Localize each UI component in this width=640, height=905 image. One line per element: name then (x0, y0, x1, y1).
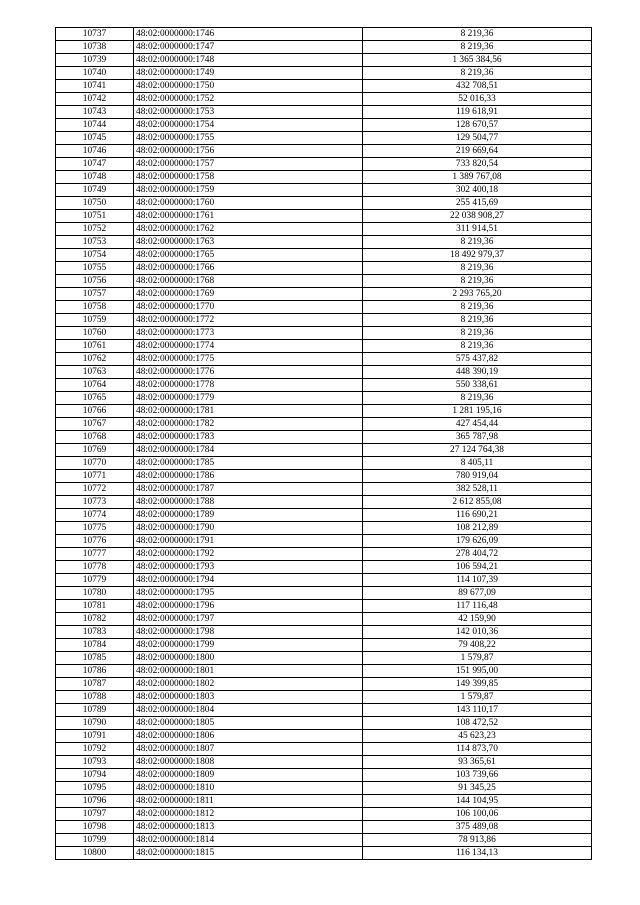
cadastral-number-cell: 48:02:0000000:1804 (134, 704, 363, 717)
row-number-cell: 10770 (56, 457, 134, 470)
cadastral-value-cell: 8 405,11 (363, 457, 592, 470)
table-row (56, 782, 592, 795)
row-number-cell: 10791 (56, 730, 134, 743)
table-row (56, 613, 592, 626)
cadastral-number-cell: 48:02:0000000:1793 (134, 561, 363, 574)
cadastral-value-cell: 117 116,48 (363, 600, 592, 613)
table-row (56, 314, 592, 327)
row-number-cell: 10792 (56, 743, 134, 756)
table-row (56, 392, 592, 405)
cadastral-value-cell: 311 914,51 (363, 223, 592, 236)
row-number-cell: 10777 (56, 548, 134, 561)
cadastral-value-cell: 18 492 979,37 (363, 249, 592, 262)
row-number-cell: 10750 (56, 197, 134, 210)
cadastral-number-cell: 48:02:0000000:1753 (134, 106, 363, 119)
cadastral-number-cell: 48:02:0000000:1808 (134, 756, 363, 769)
cadastral-number-cell: 48:02:0000000:1755 (134, 132, 363, 145)
table-row (56, 54, 592, 67)
table-row (56, 717, 592, 730)
cadastral-number-cell: 48:02:0000000:1785 (134, 457, 363, 470)
table-row (56, 587, 592, 600)
row-number-cell: 10741 (56, 80, 134, 93)
table-row (56, 340, 592, 353)
cadastral-value-cell: 575 437,82 (363, 353, 592, 366)
cadastral-value-cell: 149 399,85 (363, 678, 592, 691)
table-row (56, 379, 592, 392)
cadastral-value-cell: 106 100,06 (363, 808, 592, 821)
cadastral-number-cell: 48:02:0000000:1770 (134, 301, 363, 314)
cadastral-value-cell: 255 415,69 (363, 197, 592, 210)
row-number-cell: 10799 (56, 834, 134, 847)
cadastral-value-cell: 116 134,13 (363, 847, 592, 860)
table-row (56, 691, 592, 704)
cadastral-number-cell: 48:02:0000000:1811 (134, 795, 363, 808)
table-row (56, 275, 592, 288)
table-row (56, 132, 592, 145)
row-number-cell: 10757 (56, 288, 134, 301)
row-number-cell: 10788 (56, 691, 134, 704)
cadastral-number-cell: 48:02:0000000:1812 (134, 808, 363, 821)
row-number-cell: 10769 (56, 444, 134, 457)
table-row (56, 366, 592, 379)
row-number-cell: 10755 (56, 262, 134, 275)
cadastral-number-cell: 48:02:0000000:1759 (134, 184, 363, 197)
cadastral-value-cell: 78 913,86 (363, 834, 592, 847)
cadastral-value-cell: 1 579,87 (363, 691, 592, 704)
cadastral-number-cell: 48:02:0000000:1805 (134, 717, 363, 730)
cadastral-value-cell: 448 390,19 (363, 366, 592, 379)
table-row (56, 431, 592, 444)
table-row (56, 41, 592, 54)
cadastral-value-cell: 8 219,36 (363, 314, 592, 327)
table-row (56, 769, 592, 782)
row-number-cell: 10796 (56, 795, 134, 808)
row-number-cell: 10737 (56, 28, 134, 41)
row-number-cell: 10744 (56, 119, 134, 132)
cadastral-value-cell: 142 010,36 (363, 626, 592, 639)
row-number-cell: 10790 (56, 717, 134, 730)
row-number-cell: 10761 (56, 340, 134, 353)
table-row (56, 67, 592, 80)
cadastral-number-cell: 48:02:0000000:1810 (134, 782, 363, 795)
cadastral-number-cell: 48:02:0000000:1814 (134, 834, 363, 847)
table-row (56, 574, 592, 587)
table-row (56, 626, 592, 639)
table-row (56, 665, 592, 678)
row-number-cell: 10774 (56, 509, 134, 522)
table-row (56, 808, 592, 821)
row-number-cell: 10760 (56, 327, 134, 340)
cadastral-value-cell: 8 219,36 (363, 275, 592, 288)
row-number-cell: 10763 (56, 366, 134, 379)
cadastral-value-cell: 8 219,36 (363, 327, 592, 340)
table-row (56, 28, 592, 41)
cadastral-value-cell: 93 365,61 (363, 756, 592, 769)
table-row (56, 171, 592, 184)
row-number-cell: 10785 (56, 652, 134, 665)
table-row (56, 236, 592, 249)
cadastral-number-cell: 48:02:0000000:1799 (134, 639, 363, 652)
cadastral-number-cell: 48:02:0000000:1774 (134, 340, 363, 353)
cadastral-value-cell: 129 504,77 (363, 132, 592, 145)
cadastral-number-cell: 48:02:0000000:1769 (134, 288, 363, 301)
cadastral-value-cell: 382 528,11 (363, 483, 592, 496)
cadastral-value-cell: 1 281 195,16 (363, 405, 592, 418)
cadastral-number-cell: 48:02:0000000:1789 (134, 509, 363, 522)
table-row (56, 80, 592, 93)
cadastral-value-cell: 8 219,36 (363, 392, 592, 405)
cadastral-number-cell: 48:02:0000000:1754 (134, 119, 363, 132)
row-number-cell: 10772 (56, 483, 134, 496)
cadastral-number-cell: 48:02:0000000:1791 (134, 535, 363, 548)
cadastral-value-cell: 114 873,70 (363, 743, 592, 756)
row-number-cell: 10797 (56, 808, 134, 821)
row-number-cell: 10767 (56, 418, 134, 431)
table-row (56, 730, 592, 743)
cadastral-value-cell: 2 612 855,08 (363, 496, 592, 509)
cadastral-value-cell: 375 489,08 (363, 821, 592, 834)
cadastral-number-cell: 48:02:0000000:1761 (134, 210, 363, 223)
row-number-cell: 10739 (56, 54, 134, 67)
cadastral-number-cell: 48:02:0000000:1800 (134, 652, 363, 665)
table-row (56, 223, 592, 236)
cadastral-number-cell: 48:02:0000000:1801 (134, 665, 363, 678)
cadastral-number-cell: 48:02:0000000:1792 (134, 548, 363, 561)
row-number-cell: 10794 (56, 769, 134, 782)
cadastral-value-cell: 79 408,22 (363, 639, 592, 652)
row-number-cell: 10771 (56, 470, 134, 483)
cadastral-value-cell: 89 677,09 (363, 587, 592, 600)
cadastral-value-cell: 143 110,17 (363, 704, 592, 717)
cadastral-value-cell: 8 219,36 (363, 301, 592, 314)
row-number-cell: 10762 (56, 353, 134, 366)
table-row (56, 184, 592, 197)
table-row (56, 418, 592, 431)
cadastral-value-cell: 45 623,23 (363, 730, 592, 743)
table-row (56, 158, 592, 171)
cadastral-value-cell: 106 594,21 (363, 561, 592, 574)
cadastral-value-cell: 52 016,33 (363, 93, 592, 106)
row-number-cell: 10795 (56, 782, 134, 795)
cadastral-number-cell: 48:02:0000000:1790 (134, 522, 363, 535)
cadastral-value-cell: 144 104,95 (363, 795, 592, 808)
cadastral-value-cell: 302 400,18 (363, 184, 592, 197)
cadastral-number-cell: 48:02:0000000:1781 (134, 405, 363, 418)
table-row (56, 145, 592, 158)
cadastral-number-cell: 48:02:0000000:1795 (134, 587, 363, 600)
cadastral-value-cell: 114 107,39 (363, 574, 592, 587)
cadastral-value-cell: 8 219,36 (363, 262, 592, 275)
row-number-cell: 10740 (56, 67, 134, 80)
cadastral-value-cell: 103 739,66 (363, 769, 592, 782)
cadastral-number-cell: 48:02:0000000:1807 (134, 743, 363, 756)
cadastral-number-cell: 48:02:0000000:1815 (134, 847, 363, 860)
row-number-cell: 10752 (56, 223, 134, 236)
table-row (56, 834, 592, 847)
table-row (56, 119, 592, 132)
row-number-cell: 10780 (56, 587, 134, 600)
row-number-cell: 10798 (56, 821, 134, 834)
table-row (56, 470, 592, 483)
cadastral-value-cell: 91 345,25 (363, 782, 592, 795)
row-number-cell: 10782 (56, 613, 134, 626)
cadastral-value-cell: 8 219,36 (363, 236, 592, 249)
cadastral-value-cell: 550 338,61 (363, 379, 592, 392)
cadastral-value-cell: 219 669,64 (363, 145, 592, 158)
cadastral-value-cell: 2 293 765,20 (363, 288, 592, 301)
cadastral-number-cell: 48:02:0000000:1786 (134, 470, 363, 483)
cadastral-number-cell: 48:02:0000000:1747 (134, 41, 363, 54)
cadastral-number-cell: 48:02:0000000:1758 (134, 171, 363, 184)
cadastral-number-cell: 48:02:0000000:1748 (134, 54, 363, 67)
table-row (56, 743, 592, 756)
row-number-cell: 10787 (56, 678, 134, 691)
cadastral-value-cell: 8 219,36 (363, 340, 592, 353)
table-row (56, 652, 592, 665)
row-number-cell: 10743 (56, 106, 134, 119)
table-row (56, 405, 592, 418)
cadastral-value-cell: 151 995,00 (363, 665, 592, 678)
cadastral-number-cell: 48:02:0000000:1803 (134, 691, 363, 704)
cadastral-number-cell: 48:02:0000000:1784 (134, 444, 363, 457)
table-row (56, 600, 592, 613)
cadastral-number-cell: 48:02:0000000:1794 (134, 574, 363, 587)
cadastral-value-cell: 42 159,90 (363, 613, 592, 626)
cadastral-number-cell: 48:02:0000000:1788 (134, 496, 363, 509)
cadastral-value-cell: 108 472,52 (363, 717, 592, 730)
cadastral-value-cell: 27 124 764,38 (363, 444, 592, 457)
row-number-cell: 10765 (56, 392, 134, 405)
table-row (56, 821, 592, 834)
table-row (56, 288, 592, 301)
cadastral-value-cell: 1 365 384,56 (363, 54, 592, 67)
row-number-cell: 10742 (56, 93, 134, 106)
table-body (56, 28, 592, 860)
row-number-cell: 10775 (56, 522, 134, 535)
table-row (56, 483, 592, 496)
row-number-cell: 10764 (56, 379, 134, 392)
row-number-cell: 10784 (56, 639, 134, 652)
row-number-cell: 10738 (56, 41, 134, 54)
cadastral-value-cell: 1 389 767,08 (363, 171, 592, 184)
table-row (56, 678, 592, 691)
row-number-cell: 10749 (56, 184, 134, 197)
table-row (56, 522, 592, 535)
cadastral-value-cell: 8 219,36 (363, 28, 592, 41)
table-row (56, 457, 592, 470)
cadastral-number-cell: 48:02:0000000:1787 (134, 483, 363, 496)
cadastral-number-cell: 48:02:0000000:1776 (134, 366, 363, 379)
cadastral-number-cell: 48:02:0000000:1746 (134, 28, 363, 41)
row-number-cell: 10793 (56, 756, 134, 769)
table-row (56, 210, 592, 223)
cadastral-number-cell: 48:02:0000000:1797 (134, 613, 363, 626)
cadastral-number-cell: 48:02:0000000:1779 (134, 392, 363, 405)
row-number-cell: 10768 (56, 431, 134, 444)
table-row (56, 496, 592, 509)
cadastral-number-cell: 48:02:0000000:1798 (134, 626, 363, 639)
row-number-cell: 10756 (56, 275, 134, 288)
cadastral-number-cell: 48:02:0000000:1773 (134, 327, 363, 340)
table-row (56, 444, 592, 457)
cadastral-value-cell: 432 708,51 (363, 80, 592, 93)
cadastral-value-cell: 119 618,91 (363, 106, 592, 119)
cadastral-number-cell: 48:02:0000000:1757 (134, 158, 363, 171)
cadastral-value-cell: 22 038 908,27 (363, 210, 592, 223)
row-number-cell: 10758 (56, 301, 134, 314)
row-number-cell: 10800 (56, 847, 134, 860)
table-row (56, 327, 592, 340)
row-number-cell: 10781 (56, 600, 134, 613)
cadastral-value-cell: 1 579,87 (363, 652, 592, 665)
table-row (56, 353, 592, 366)
table-row (56, 704, 592, 717)
table-row (56, 249, 592, 262)
table-row (56, 93, 592, 106)
cadastral-number-cell: 48:02:0000000:1762 (134, 223, 363, 236)
row-number-cell: 10779 (56, 574, 134, 587)
cadastral-number-cell: 48:02:0000000:1766 (134, 262, 363, 275)
cadastral-number-cell: 48:02:0000000:1775 (134, 353, 363, 366)
table-row (56, 639, 592, 652)
table-row (56, 561, 592, 574)
row-number-cell: 10766 (56, 405, 134, 418)
row-number-cell: 10745 (56, 132, 134, 145)
table-row (56, 795, 592, 808)
cadastral-number-cell: 48:02:0000000:1782 (134, 418, 363, 431)
cadastral-value-cell: 427 454,44 (363, 418, 592, 431)
cadastral-value-cell: 780 919,04 (363, 470, 592, 483)
cadastral-number-cell: 48:02:0000000:1765 (134, 249, 363, 262)
row-number-cell: 10747 (56, 158, 134, 171)
row-number-cell: 10753 (56, 236, 134, 249)
cadastral-value-cell: 128 670,57 (363, 119, 592, 132)
cadastral-number-cell: 48:02:0000000:1750 (134, 80, 363, 93)
cadastral-number-cell: 48:02:0000000:1783 (134, 431, 363, 444)
table-row (56, 106, 592, 119)
table-row (56, 262, 592, 275)
cadastral-number-cell: 48:02:0000000:1809 (134, 769, 363, 782)
cadastral-value-table (55, 27, 592, 860)
table-row (56, 509, 592, 522)
cadastral-value-cell: 733 820,54 (363, 158, 592, 171)
cadastral-value-cell: 116 690,21 (363, 509, 592, 522)
cadastral-value-cell: 179 626,09 (363, 535, 592, 548)
cadastral-number-cell: 48:02:0000000:1778 (134, 379, 363, 392)
cadastral-number-cell: 48:02:0000000:1802 (134, 678, 363, 691)
cadastral-value-cell: 108 212,89 (363, 522, 592, 535)
table-row (56, 535, 592, 548)
cadastral-number-cell: 48:02:0000000:1763 (134, 236, 363, 249)
cadastral-number-cell: 48:02:0000000:1749 (134, 67, 363, 80)
row-number-cell: 10746 (56, 145, 134, 158)
row-number-cell: 10783 (56, 626, 134, 639)
row-number-cell: 10751 (56, 210, 134, 223)
cadastral-number-cell: 48:02:0000000:1796 (134, 600, 363, 613)
row-number-cell: 10754 (56, 249, 134, 262)
cadastral-value-cell: 8 219,36 (363, 41, 592, 54)
cadastral-number-cell: 48:02:0000000:1756 (134, 145, 363, 158)
row-number-cell: 10778 (56, 561, 134, 574)
cadastral-number-cell: 48:02:0000000:1752 (134, 93, 363, 106)
row-number-cell: 10759 (56, 314, 134, 327)
table-row (56, 197, 592, 210)
cadastral-value-cell: 365 787,98 (363, 431, 592, 444)
row-number-cell: 10789 (56, 704, 134, 717)
row-number-cell: 10773 (56, 496, 134, 509)
table-row (56, 301, 592, 314)
row-number-cell: 10776 (56, 535, 134, 548)
cadastral-number-cell: 48:02:0000000:1813 (134, 821, 363, 834)
cadastral-value-cell: 278 404,72 (363, 548, 592, 561)
cadastral-number-cell: 48:02:0000000:1760 (134, 197, 363, 210)
cadastral-number-cell: 48:02:0000000:1772 (134, 314, 363, 327)
cadastral-value-cell: 8 219,36 (363, 67, 592, 80)
cadastral-number-cell: 48:02:0000000:1806 (134, 730, 363, 743)
table-row (56, 847, 592, 860)
table-row (56, 548, 592, 561)
row-number-cell: 10748 (56, 171, 134, 184)
row-number-cell: 10786 (56, 665, 134, 678)
cadastral-number-cell: 48:02:0000000:1768 (134, 275, 363, 288)
table-row (56, 756, 592, 769)
